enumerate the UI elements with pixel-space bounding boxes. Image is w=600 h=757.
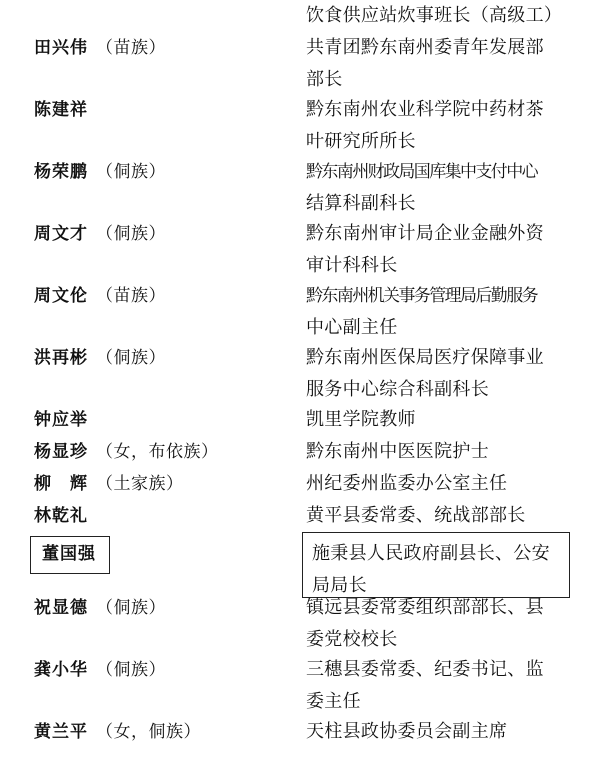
person-position-line: 部长 <box>306 69 343 90</box>
person-ethnicity: （土家族） <box>96 474 184 494</box>
person-position-line: 黔东南州医保局医疗保障事业 <box>306 347 544 368</box>
person-ethnicity: （苗族） <box>96 38 166 58</box>
header-position: 饮食供应站炊事班长（高级工） <box>306 5 563 26</box>
person-position-line: 镇远县委常委组织部部长、县 <box>306 597 544 618</box>
person-position-line: 三穗县委常委、纪委书记、监 <box>306 659 544 680</box>
person-name <box>34 598 166 618</box>
person-position-line: 中心副主任 <box>306 317 398 338</box>
person-name <box>34 722 201 742</box>
person-name <box>34 286 166 306</box>
person-name-text: 董国强 <box>42 544 96 564</box>
person-position-line: 叶研究所所长 <box>306 131 416 152</box>
person-position-line: 审计科科长 <box>306 255 398 276</box>
person-position-line: 凯里学院教师 <box>306 409 416 430</box>
person-position-line: 黔东南州机关事务管理局后勤服务 <box>306 286 537 306</box>
person-name-text: 周文才 <box>34 224 88 244</box>
person-ethnicity: （女，侗族） <box>96 722 201 742</box>
person-position-line: 黔东南州中医医院护士 <box>306 441 489 462</box>
person-name-text: 柳 辉 <box>34 474 88 494</box>
person-ethnicity: （苗族） <box>96 286 166 306</box>
person-position-line: 黔东南州财政局国库集中支付中心 <box>306 162 537 182</box>
person-position-line: 黔东南州审计局企业金融外资 <box>306 223 544 244</box>
person-position-line: 施秉县人民政府副县长、公安 <box>312 543 550 564</box>
person-ethnicity: （侗族） <box>96 162 166 182</box>
person-name <box>34 162 166 182</box>
person-name-text: 龚小华 <box>34 660 88 680</box>
person-name <box>34 506 88 526</box>
person-name <box>34 660 166 680</box>
person-position-line: 服务中心综合科副科长 <box>306 379 489 400</box>
person-name <box>34 348 166 368</box>
person-name <box>34 38 166 58</box>
person-position-line: 委党校校长 <box>306 629 398 650</box>
person-name-text: 祝显德 <box>34 598 88 618</box>
person-name-text: 林乾礼 <box>34 506 88 526</box>
person-name <box>34 100 88 120</box>
person-name-text: 杨荣鹏 <box>34 162 88 182</box>
person-name <box>34 224 166 244</box>
person-ethnicity: （侗族） <box>96 598 166 618</box>
person-name <box>34 442 219 462</box>
person-position-line: 天柱县政协委员会副主席 <box>306 721 508 742</box>
person-position-line: 黄平县委常委、统战部部长 <box>306 505 526 526</box>
person-name-text: 周文伦 <box>34 286 88 306</box>
person-ethnicity: （女，布依族） <box>96 442 219 462</box>
person-name-text: 陈建祥 <box>34 100 88 120</box>
person-position-line: 局局长 <box>312 575 367 596</box>
person-name <box>42 544 96 564</box>
person-ethnicity: （侗族） <box>96 348 166 368</box>
person-position-line: 共青团黔东南州委青年发展部 <box>306 37 544 58</box>
person-name-text: 洪再彬 <box>34 348 88 368</box>
person-name <box>34 410 88 430</box>
person-name-text: 田兴伟 <box>34 38 88 58</box>
person-name-text: 杨显珍 <box>34 442 88 462</box>
person-ethnicity: （侗族） <box>96 224 166 244</box>
person-name <box>34 474 184 494</box>
person-position-line: 结算科副科长 <box>306 193 416 214</box>
person-ethnicity: （侗族） <box>96 660 166 680</box>
person-position-line: 州纪委州监委办公室主任 <box>306 473 508 494</box>
person-position-line: 黔东南州农业科学院中药材茶 <box>306 99 544 120</box>
person-position-line: 委主任 <box>306 691 361 712</box>
person-name-text: 钟应举 <box>34 410 88 430</box>
person-name-text: 黄兰平 <box>34 722 88 742</box>
